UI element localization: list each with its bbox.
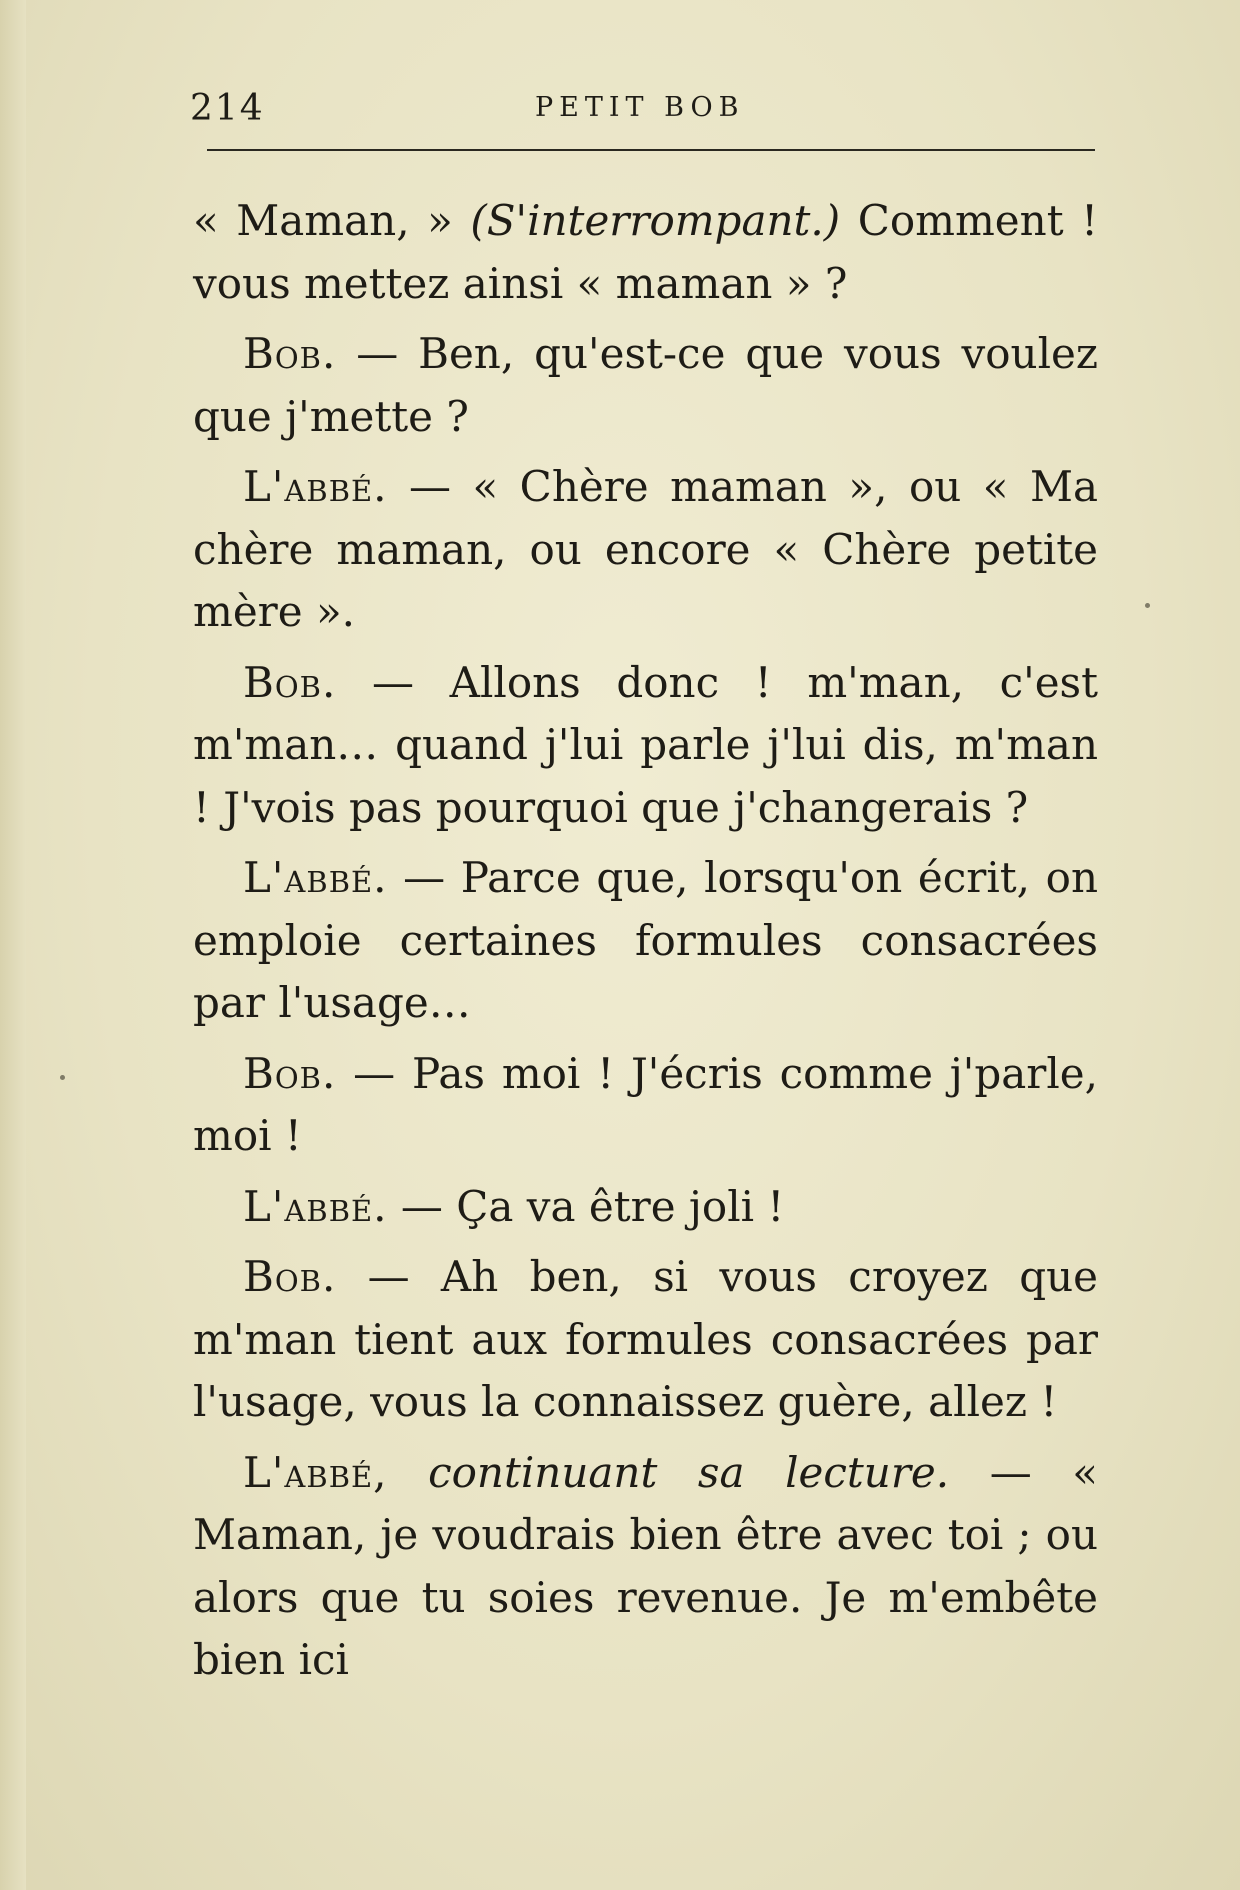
stage-direction: (S'interrompant.) — [470, 196, 841, 245]
header-rule — [207, 149, 1095, 151]
paper-speck — [1145, 603, 1150, 608]
text-run: — Allons donc ! m'man, c'est m'man… quand j'lui parle j'lui dis, m'man ! J'vois pas pourquoi que j'changerais ? — [193, 657, 1098, 832]
paper-speck — [60, 1075, 65, 1080]
text-run: — « Chère maman », ou « Ma chère maman, ou encore « Chère petite mère ». — [193, 462, 1098, 636]
page-body — [193, 190, 1098, 1700]
speaker-name: L'abbé. — [243, 1181, 388, 1231]
paragraph-speech — [193, 1043, 1098, 1168]
paragraph-continuation — [193, 190, 1098, 315]
speaker-name: L'abbé. — [243, 462, 388, 511]
speaker-name: Bob. — [243, 1252, 337, 1301]
page-number: 214 — [190, 88, 265, 129]
text-run: — Ça va être joli ! — [387, 1181, 785, 1231]
page-gutter-shadow — [0, 0, 26, 1890]
stage-direction: continuant sa lecture. — [387, 1447, 950, 1497]
paragraph-speech — [193, 1246, 1098, 1434]
paragraph-speech — [193, 652, 1098, 840]
text-run: « Maman, » — [193, 196, 471, 245]
text-run: Comment ! vous mettez ainsi « maman » ? — [193, 196, 1098, 308]
running-head — [190, 88, 1080, 128]
speaker-name: L'abbé, — [243, 1447, 388, 1497]
text-run: — Ben, qu'est-ce que vous voulez que j'mette ? — [193, 329, 1098, 441]
speaker-name: Bob. — [243, 657, 337, 707]
text-run: — Ah ben, si vous croyez que m'man tient aux formules consacrées par l'usage, vous la connaissez guère, allez ! — [193, 1252, 1098, 1426]
speaker-name: Bob. — [243, 329, 337, 378]
paragraph-speech — [193, 456, 1098, 644]
paragraph-speech — [193, 1442, 1098, 1692]
running-title: PETIT BOB — [535, 92, 745, 123]
speaker-name: Bob. — [243, 1048, 337, 1098]
text-run: — « Maman, je voudrais bien être avec toi ; ou alors que tu soies revenue. Je m'embête bien ici — [193, 1447, 1099, 1684]
paragraph-speech — [193, 323, 1098, 448]
paragraph-speech — [193, 847, 1098, 1035]
text-run: — Pas moi ! J'écris comme j'parle, moi ! — [193, 1048, 1098, 1160]
speaker-name: L'abbé. — [243, 853, 388, 902]
paragraph-speech — [193, 1176, 1098, 1239]
text-run: — Parce que, lorsqu'on écrit, on emploie certaines formules consacrées par l'usage… — [193, 853, 1098, 1027]
